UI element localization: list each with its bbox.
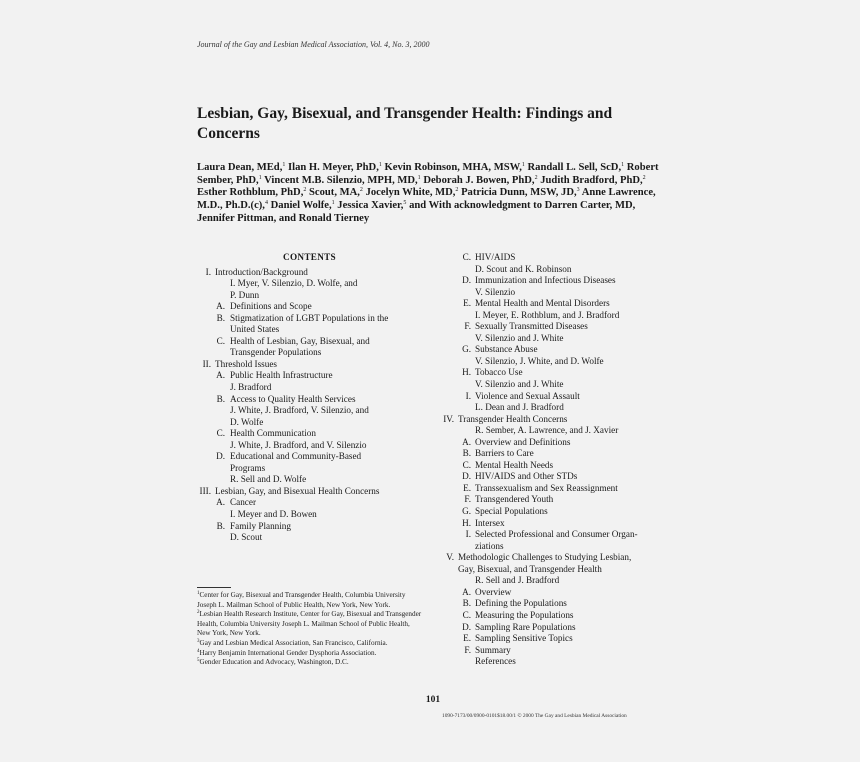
footnote — [197, 649, 425, 659]
toc-entry — [442, 287, 668, 299]
footnotes — [197, 591, 425, 668]
toc-entry-mark: B. — [462, 598, 471, 609]
author-affiliation-mark: 3 — [576, 187, 580, 194]
toc-entry-mark: I. — [205, 266, 211, 277]
toc-entry-mark: B. — [216, 312, 225, 323]
toc-entry-text: Educational and Community-Based — [230, 451, 362, 462]
author-name: Jocelyn White, MD, — [365, 187, 456, 199]
toc-entry-text: Barriers to Care — [475, 448, 534, 459]
footnote-mark: 5 — [197, 658, 200, 664]
toc-entry — [442, 321, 668, 333]
toc-entry — [197, 474, 422, 486]
author-name: and With acknowledgment to Darren Carter, MD, Jennifer Pittman, and Ronald Tierney — [197, 200, 636, 224]
toc-entry-text: Transgendered Youth — [475, 494, 554, 505]
toc-list-right — [442, 252, 668, 668]
footnote-mark: 1 — [197, 591, 200, 596]
author-name: Daniel Wolfe, — [270, 200, 332, 212]
toc-entry-text: Selected Professional and Consumer Organ- — [475, 529, 638, 540]
toc-entry — [442, 391, 668, 403]
toc-entry — [442, 448, 668, 460]
author-name: Judith Bradford, PhD, — [540, 174, 643, 186]
toc-entry-text: Transgender Health Concerns — [458, 413, 568, 424]
toc-entry-mark: F. — [464, 644, 471, 655]
toc-entry-text: Stigmatization of LGBT Populations in the — [230, 312, 389, 323]
toc-entry-text: Methodologic Challenges to Studying Lesbian, — [458, 552, 632, 563]
toc-entry — [442, 529, 668, 541]
footnote-mark: 2 — [197, 610, 200, 616]
toc-entry-text: Mental Health Needs — [475, 459, 554, 470]
toc-entry — [442, 414, 668, 426]
toc-entry-text: I. Meyer, E. Rothblum, and J. Bradford — [475, 309, 620, 320]
toc-entry — [442, 622, 668, 634]
toc-entry-text: R. Sember, A. Lawrence, and J. Xavier — [475, 425, 619, 436]
author-affiliation-mark: 1 — [331, 200, 335, 207]
toc-entry-mark: B. — [216, 393, 225, 404]
toc-entry — [197, 313, 422, 325]
copyright-line: 1090-7173/00/0900-0101$18.00/1 © 2000 The Gay and Lesbian Medical Association — [442, 713, 627, 719]
toc-entry-text: Summary — [475, 644, 511, 655]
toc-entry-text: United States — [230, 324, 280, 335]
toc-entry-mark: C. — [216, 335, 225, 346]
toc-entry-mark: E. — [463, 633, 471, 644]
toc-entry-text: Immunization and Infectious Diseases — [475, 275, 616, 286]
contents-heading: CONTENTS — [283, 252, 336, 262]
toc-entry — [442, 552, 668, 564]
toc-entry-mark: C. — [216, 428, 225, 439]
toc-entry — [442, 598, 668, 610]
toc-entry — [442, 518, 668, 530]
toc-entry — [197, 382, 422, 394]
author-name: Randall L. Sell, ScD, — [527, 162, 622, 173]
footnote-text: Lesbian Health Research Institute, Center for Gay, Bisexual and Transgender Health, Columbia University Joseph L. Mailman School of Public Health, New York, New York. — [197, 610, 422, 638]
toc-entry — [197, 428, 422, 440]
toc-entry — [442, 298, 668, 310]
toc-entry — [442, 460, 668, 472]
toc-entry-text: I. Myer, V. Silenzio, D. Wolfe, and — [230, 278, 358, 289]
toc-entry-text: V. Silenzio and J. White — [475, 379, 564, 390]
footnote — [197, 610, 425, 639]
toc-entry — [442, 379, 668, 391]
toc-entry-mark: A. — [216, 301, 225, 312]
toc-entry — [197, 301, 422, 313]
journal-header: Journal of the Gay and Lesbian Medical Association, Vol. 4, No. 3, 2000 — [197, 40, 430, 49]
toc-entry — [197, 497, 422, 509]
toc-entry — [442, 656, 668, 668]
toc-entry-text: Programs — [230, 462, 266, 473]
author-affiliation-mark: 2 — [359, 187, 363, 194]
toc-entry-mark: D. — [462, 621, 471, 632]
author-name: Jessica Xavier, — [337, 200, 404, 212]
toc-entry-text: Defining the Populations — [475, 598, 567, 609]
toc-entry-text: Public Health Infrastructure — [230, 370, 333, 381]
author-name: Robert Sember, PhD, — [197, 162, 659, 186]
toc-entry — [442, 333, 668, 345]
toc-entry — [442, 356, 668, 368]
footnote — [197, 591, 425, 610]
toc-entry-text: HIV/AIDS — [475, 252, 516, 262]
toc-entry — [197, 509, 422, 521]
toc-entry — [442, 310, 668, 322]
footnote-mark: 4 — [197, 648, 200, 654]
toc-entry-text: Lesbian, Gay, and Bisexual Health Concerns — [215, 485, 380, 496]
toc-entry — [197, 267, 422, 279]
toc-entry-mark: F. — [464, 321, 471, 332]
toc-entry-mark: F. — [464, 494, 471, 505]
author-affiliation-mark: 5 — [403, 200, 407, 207]
contents-left-column — [197, 252, 422, 544]
footnote — [197, 639, 425, 649]
toc-entry — [197, 336, 422, 348]
toc-entry-mark: I. — [465, 390, 471, 401]
toc-entry — [442, 633, 668, 645]
footnote-text: Harry Benjamin International Gender Dysphoria Association. — [199, 648, 377, 657]
toc-entry-text: Tobacco Use — [475, 367, 523, 378]
toc-entry-text: J. Bradford — [230, 382, 272, 393]
toc-entry — [197, 451, 422, 463]
toc-entry-mark: C. — [462, 252, 471, 262]
footnote-text: Gay and Lesbian Medical Association, San Francisco, California. — [199, 638, 388, 647]
author-affiliation-mark: 1 — [521, 162, 525, 168]
author-name: Scout, MA, — [309, 187, 360, 199]
author-affiliation-mark: 2 — [455, 187, 459, 194]
toc-entry — [197, 394, 422, 406]
author-affiliation-mark: 2 — [303, 187, 307, 194]
toc-entry-text: Health of Lesbian, Gay, Bisexual, and — [230, 335, 370, 346]
toc-entry-text: J. White, J. Bradford, V. Silenzio, and — [230, 405, 369, 416]
toc-entry-text: Cancer — [230, 497, 257, 508]
toc-entry-text: Measuring the Populations — [475, 609, 574, 620]
page-number: 101 — [425, 695, 441, 705]
toc-entry — [442, 252, 668, 264]
toc-entry-text: Access to Quality Health Services — [230, 393, 356, 404]
author-affiliation-mark: 1 — [417, 174, 421, 181]
toc-entry-mark: G. — [462, 506, 471, 517]
toc-entry-text: D. Scout — [230, 532, 263, 543]
toc-entry-text: References — [475, 656, 516, 667]
toc-entry — [442, 541, 668, 553]
toc-entry-text: Health Communication — [230, 428, 316, 439]
toc-entry — [442, 264, 668, 276]
toc-entry — [442, 344, 668, 356]
toc-entry-text: V. Silenzio — [475, 286, 516, 297]
toc-entry-text: Sexually Transmitted Diseases — [475, 321, 588, 332]
toc-entry-mark: III. — [199, 485, 211, 496]
toc-entry-mark: V. — [446, 552, 454, 563]
author-name: Deborah J. Bowen, PhD, — [423, 174, 535, 186]
footnote-text: Gender Education and Advocacy, Washington, D.C. — [199, 658, 349, 667]
toc-entry-text: Mental Health and Mental Disorders — [475, 298, 610, 309]
author-name: Anne Lawrence, M.D., Ph.D.(c), — [197, 187, 656, 212]
toc-entry — [197, 417, 422, 429]
toc-entry-mark: C. — [462, 609, 471, 620]
toc-entry — [197, 359, 422, 371]
author-list — [197, 162, 667, 226]
toc-entry-mark: E. — [463, 298, 471, 309]
toc-entry-text: Introduction/Background — [215, 266, 308, 277]
toc-entry-text: Intersex — [475, 517, 505, 528]
toc-entry — [442, 564, 668, 576]
author-affiliation-mark: 2 — [534, 174, 538, 181]
toc-entry-mark: G. — [462, 344, 471, 355]
author-affiliation-mark: 1 — [621, 162, 625, 168]
toc-entry — [197, 486, 422, 498]
toc-entry — [442, 483, 668, 495]
toc-entry-text: Gay, Bisexual, and Transgender Health — [458, 563, 602, 574]
toc-entry-text: Overview — [475, 586, 512, 597]
toc-entry-text: HIV/AIDS and Other STDs — [475, 471, 578, 482]
toc-entry — [197, 521, 422, 533]
toc-entry — [197, 463, 422, 475]
footnote-text: Center for Gay, Bisexual and Transgender Health, Columbia University Joseph L. Mailman School of Public Health, New York, New York. — [197, 591, 406, 609]
toc-entry-mark: IV. — [443, 413, 454, 424]
toc-entry — [442, 645, 668, 657]
article-title: Lesbian, Gay, Bisexual, and Transgender Health: Findings and Concerns — [197, 105, 613, 142]
toc-entry-mark: H. — [462, 517, 471, 528]
author-name: Kevin Robinson, MHA, MSW, — [384, 162, 522, 173]
toc-entry-mark: II. — [202, 358, 211, 369]
toc-entry-mark: B. — [462, 448, 471, 459]
toc-entry-text: Violence and Sexual Assault — [475, 390, 580, 401]
toc-entry-mark: H. — [462, 367, 471, 378]
toc-entry — [197, 440, 422, 452]
toc-entry-mark: A. — [216, 370, 225, 381]
toc-entry-text: J. White, J. Bradford, and V. Silenzio — [230, 439, 367, 450]
toc-entry-text: R. Sell and J. Bradford — [475, 575, 560, 586]
author-name: Laura Dean, MEd, — [197, 162, 283, 173]
toc-entry-text: Definitions and Scope — [230, 301, 312, 312]
toc-entry-text: R. Sell and D. Wolfe — [230, 474, 307, 485]
toc-entry — [442, 367, 668, 379]
contents-right-column — [442, 252, 668, 668]
toc-entry-text: Sampling Rare Populations — [475, 621, 576, 632]
toc-entry-text: V. Silenzio, J. White, and D. Wolfe — [475, 355, 604, 366]
toc-entry — [197, 290, 422, 302]
toc-entry-text: Transsexualism and Sex Reassignment — [475, 482, 618, 493]
toc-entry-text: D. Scout and K. Robinson — [475, 263, 572, 274]
toc-entry-text: Substance Abuse — [475, 344, 538, 355]
toc-entry — [442, 425, 668, 437]
author-name: Ilan H. Meyer, PhD, — [288, 162, 379, 173]
toc-entry-mark: B. — [216, 520, 225, 531]
author-affiliation-mark: 1 — [282, 162, 286, 168]
author-name: Patricia Dunn, MSW, JD, — [461, 187, 577, 199]
author-affiliation-mark: 1 — [378, 162, 382, 168]
author-name: Vincent M.B. Silenzio, MPH, MD, — [264, 174, 418, 186]
toc-entry-mark: I. — [465, 529, 471, 540]
author-name: Esther Rothblum, PhD, — [197, 187, 304, 199]
toc-entry-mark: D. — [462, 471, 471, 482]
toc-entry-text: Transgender Populations — [230, 347, 322, 358]
toc-entry-text: ziations — [475, 540, 504, 551]
toc-entry — [197, 405, 422, 417]
toc-entry — [442, 494, 668, 506]
toc-entry — [197, 324, 422, 336]
toc-entry — [442, 471, 668, 483]
toc-entry-text: Sampling Sensitive Topics — [475, 633, 573, 644]
toc-entry-text: L. Dean and J. Bradford — [475, 402, 564, 413]
footnote-rule — [197, 587, 231, 588]
toc-entry-text: Special Populations — [475, 506, 548, 517]
toc-entry-mark: E. — [463, 482, 471, 493]
toc-entry — [197, 347, 422, 359]
toc-entry — [442, 575, 668, 587]
toc-entry — [442, 506, 668, 518]
toc-entry — [197, 278, 422, 290]
toc-entry-text: Threshold Issues — [215, 358, 278, 369]
footnote — [197, 658, 425, 668]
toc-entry-mark: A. — [462, 586, 471, 597]
author-affiliation-mark: 4 — [264, 200, 268, 207]
toc-entry-mark: C. — [462, 459, 471, 470]
toc-entry — [442, 610, 668, 622]
toc-entry — [442, 587, 668, 599]
toc-entry — [442, 275, 668, 287]
toc-entry — [197, 532, 422, 544]
toc-entry-text: P. Dunn — [230, 289, 260, 300]
toc-entry — [442, 437, 668, 449]
toc-entry-mark: D. — [216, 451, 225, 462]
toc-entry-text: Family Planning — [230, 520, 291, 531]
toc-entry — [197, 370, 422, 382]
toc-list-left — [197, 267, 422, 544]
toc-entry-mark: A. — [216, 497, 225, 508]
toc-entry-text: D. Wolfe — [230, 416, 264, 427]
toc-entry — [442, 402, 668, 414]
toc-entry-mark: A. — [462, 436, 471, 447]
author-affiliation-mark: 2 — [642, 174, 646, 181]
footnote-mark: 3 — [197, 638, 200, 644]
toc-entry-text: V. Silenzio and J. White — [475, 332, 564, 343]
toc-entry-text: I. Meyer and D. Bowen — [230, 509, 317, 520]
toc-entry-mark: D. — [462, 275, 471, 286]
author-affiliation-mark: 1 — [258, 174, 262, 181]
toc-entry-text: Overview and Definitions — [475, 436, 571, 447]
